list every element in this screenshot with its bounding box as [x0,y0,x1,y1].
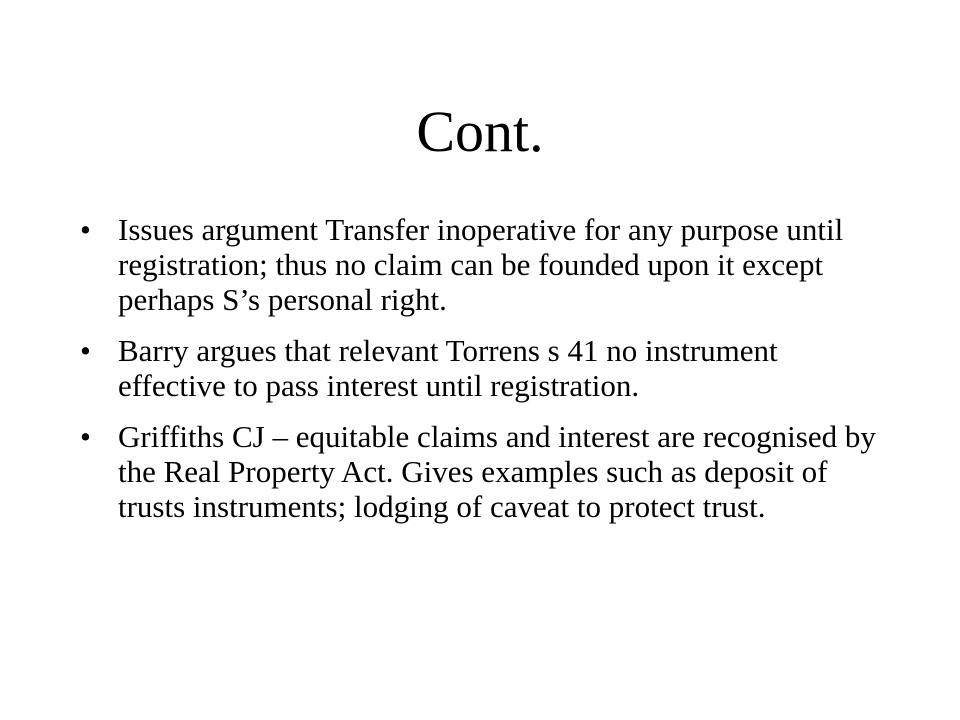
bullet-text: Issues argument Transfer inoperative for any purpose until registration; thus no claim can be founded upon it except perhaps S’s personal right. [118,212,844,317]
bullet-text: Griffiths CJ – equitable claims and interest are recognised by the Real Property Act. Gives examples such as deposit of trusts instruments; lodging of caveat to protect trust. [118,419,876,524]
bullet-icon: • [80,333,91,368]
bullet-item [72,419,892,524]
bullet-icon: • [80,419,91,454]
bullet-item [72,212,892,317]
bullet-item [72,333,892,403]
bullet-list [72,212,892,540]
bullet-text: Barry argues that relevant Torrens s 41 no instrument effective to pass interest until registration. [118,333,778,403]
slide-title: Cont. [416,99,544,164]
bullet-icon: • [80,212,91,247]
